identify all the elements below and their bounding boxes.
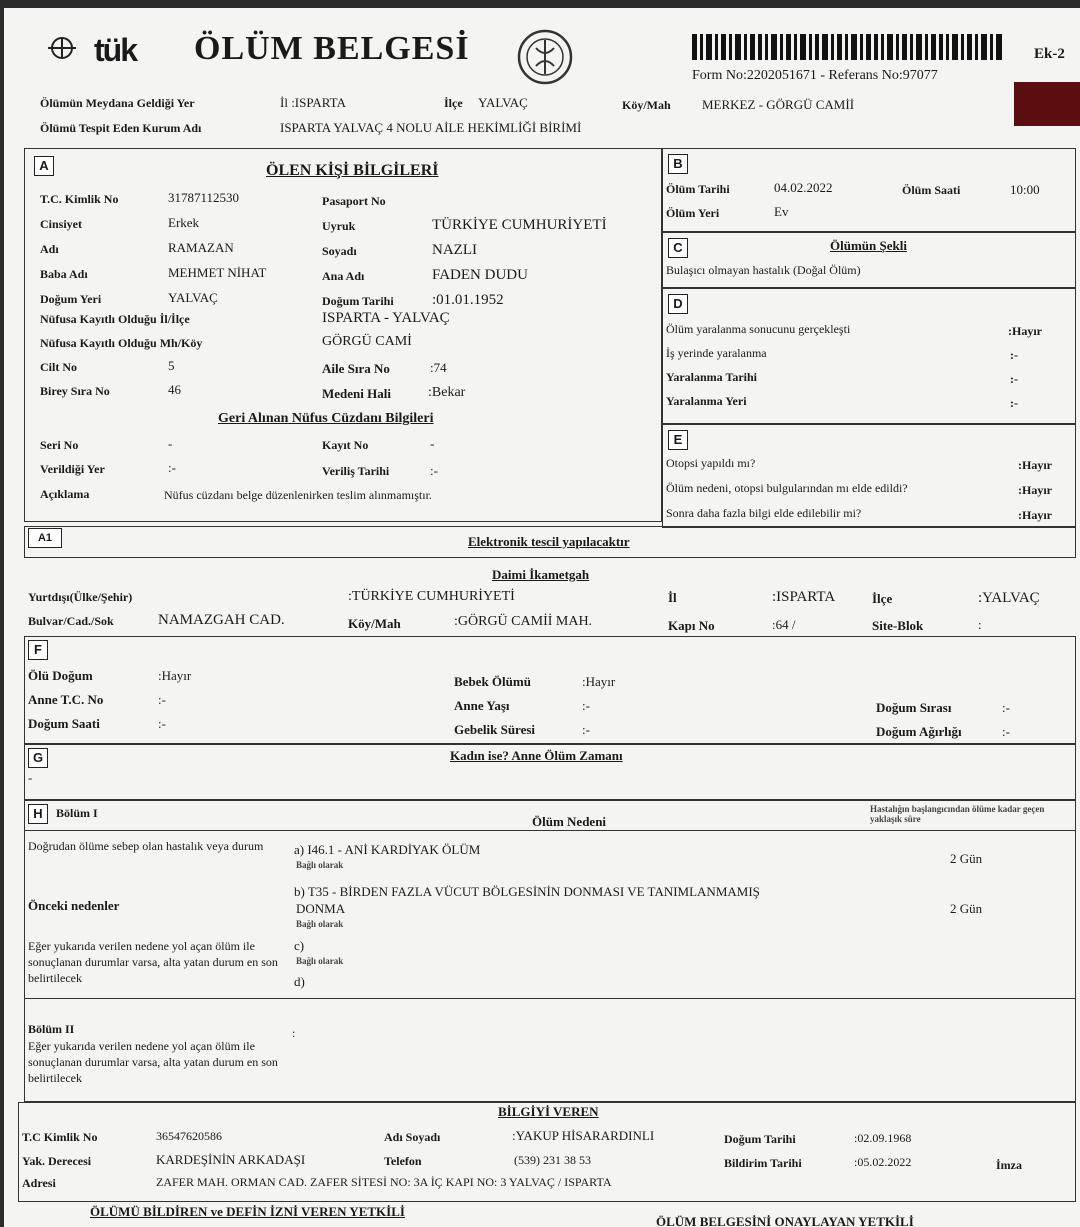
- a-right-label-2: Soyadı: [322, 244, 357, 258]
- e-row-label-1: Ölüm nedeni, otopsi bulgularından mı elde edildi?: [666, 481, 908, 495]
- olum-nedeni-heading: Ölüm Nedeni: [532, 814, 607, 829]
- section-a1-heading: Elektronik tescil yapılacaktır: [468, 534, 630, 549]
- informant-tel-value: (539) 231 38 53: [514, 1153, 591, 1167]
- institution-value: ISPARTA YALVAÇ 4 NOLU AİLE HEKİMLİĞİ BİRİMİ: [280, 120, 582, 135]
- a-left-label-0: T.C. Kimlik No: [40, 192, 119, 206]
- anne-yas-label: Anne Yaşı: [454, 698, 510, 713]
- section-a-tag: A: [34, 156, 54, 176]
- dogum-agirlik-value: :-: [1002, 724, 1010, 739]
- redaction-block: [1014, 82, 1080, 126]
- informant-heading: BİLGİYİ VEREN: [498, 1104, 599, 1119]
- h-divider-1: [24, 830, 1076, 831]
- section-c-heading: Ölümün Şekli: [830, 238, 907, 253]
- informant-addr-label: Adresi: [22, 1176, 56, 1190]
- a1-il-value: :ISPARTA: [772, 589, 836, 605]
- anne-tc-value: :-: [158, 692, 166, 707]
- olu-dogum-value: :Hayır: [158, 668, 192, 683]
- cilt-label: Cilt No: [40, 360, 77, 374]
- aile-label: Aile Sıra No: [322, 361, 390, 376]
- informant-tel-label: Telefon: [384, 1154, 422, 1168]
- death-time-label: Ölüm Saati: [902, 183, 961, 197]
- informant-name-label: Adı Soyadı: [384, 1130, 441, 1144]
- cause-a-sub: Bağlı olarak: [296, 860, 344, 870]
- section-d-tag: D: [668, 294, 688, 314]
- a-right-value-1: TÜRKİYE CUMHURİYETİ: [432, 217, 607, 233]
- tuik-logo: tük: [94, 32, 136, 68]
- a-left-value-3: MEHMET NİHAT: [168, 265, 267, 280]
- anne-tc-label: Anne T.C. No: [28, 692, 104, 707]
- verildigi-label: Verildiği Yer: [40, 462, 105, 476]
- a-left-value-4: YALVAÇ: [168, 290, 218, 305]
- a-left-label-3: Baba Adı: [40, 267, 88, 281]
- cause-b-duration: 2 Gün: [950, 901, 983, 916]
- e-row-value-0: :Hayır: [1018, 458, 1052, 472]
- seri-label: Seri No: [40, 438, 79, 452]
- informant-name-value: :YAKUP HİSARARDINLI: [512, 1128, 655, 1143]
- informant-rel-label: Yak. Derecesi: [22, 1154, 92, 1168]
- bebek-olumu-label: Bebek Ölümü: [454, 674, 531, 689]
- informant-tc-label: T.C Kimlik No: [22, 1130, 98, 1144]
- informant-rel-value: KARDEŞİNİN ARKADAŞI: [156, 1152, 306, 1167]
- footer-left-heading: ÖLÜMÜ BİLDİREN ve DEFİN İZNİ VEREN YETKİLİ: [90, 1204, 405, 1219]
- ek-label: Ek-2: [1034, 46, 1065, 62]
- a-right-label-0: Pasaport No: [322, 194, 386, 208]
- cilt-value: 5: [168, 358, 175, 373]
- nufus-mah-value: GÖRGÜ CAMİ: [322, 334, 412, 349]
- a-left-label-2: Adı: [40, 242, 59, 256]
- death-place-koy-label: Köy/Mah: [622, 98, 671, 112]
- death-place-type-label: Ölüm Yeri: [666, 206, 720, 220]
- death-place-ilce-label: İlçe: [444, 96, 463, 110]
- section-c-tag: C: [668, 238, 688, 258]
- a1-koy-label: Köy/Mah: [348, 616, 401, 631]
- a1-koy-value: :GÖRGÜ CAMİİ MAH.: [454, 614, 593, 629]
- death-place-type-value: Ev: [774, 204, 789, 219]
- aciklama-value: Nüfus cüzdanı belge düzenlenirken teslim alınmamıştır.: [164, 488, 432, 502]
- gebelik-label: Gebelik Süresi: [454, 722, 536, 737]
- birey-value: 46: [168, 382, 181, 397]
- a-right-label-3: Ana Adı: [322, 269, 365, 283]
- kayit-value: -: [430, 436, 435, 451]
- a1-ilce-value: :YALVAÇ: [978, 590, 1040, 606]
- section-f-tag: F: [28, 640, 48, 660]
- site-blok-value: :: [978, 617, 982, 632]
- d-row-label-2: Yaralanma Tarihi: [666, 370, 758, 384]
- document-title: ÖLÜM BELGESİ: [194, 30, 470, 67]
- h-divider-2: [24, 998, 1076, 999]
- daimi-ikametgah-heading: Daimi İkametgah: [492, 567, 590, 582]
- cause-a-duration: 2 Gün: [950, 851, 983, 866]
- bebek-olumu-value: :Hayır: [582, 674, 616, 689]
- bolum-2-value: :: [292, 1026, 296, 1040]
- duration-header: Hastalığın başlangıcından ölüme kadar geçen yaklaşık süre: [870, 804, 1045, 824]
- d-row-value-2: :-: [1010, 372, 1018, 386]
- informant-tc-value: 36547620586: [156, 1129, 222, 1143]
- death-place-label: Ölümün Meydana Geldiği Yer: [40, 96, 195, 110]
- olu-dogum-label: Ölü Doğum: [28, 668, 93, 683]
- form-reference: Form No:2202051671 - Referans No:97077: [692, 68, 938, 83]
- bulvar-label: Bulvar/Cad./Sok: [28, 614, 114, 628]
- a-left-value-1: Erkek: [168, 215, 200, 230]
- aile-value: :74: [430, 360, 447, 375]
- cause-c-sub: Bağlı olarak: [296, 956, 344, 966]
- informant-addr-value: ZAFER MAH. ORMAN CAD. ZAFER SİTESİ NO: 3A İÇ KAPI NO: 3 YALVAÇ / ISPARTA: [156, 1175, 612, 1189]
- section-c-value: Bulaşıcı olmayan hastalık (Doğal Ölüm): [666, 263, 861, 277]
- a-right-value-2: NAZLI: [432, 242, 477, 258]
- bolum-2-label: Bölüm II: [28, 1022, 75, 1036]
- conditional-label: Eğer yukarıda verilen nedene yol açan ölüm ile sonuçlanan durumlar varsa, alta yatan durum en son belirtilecek: [28, 939, 278, 985]
- a1-il-label: İl: [668, 590, 677, 605]
- yurtdisi-label: Yurtdışı(Ülke/Şehir): [28, 590, 133, 604]
- a-left-label-1: Cinsiyet: [40, 217, 82, 231]
- kayit-label: Kayıt No: [322, 438, 369, 452]
- death-place-koy-value: MERKEZ - GÖRGÜ CAMİİ: [702, 97, 855, 112]
- verilis-label: Veriliş Tarihi: [322, 464, 390, 478]
- anne-yas-value: :-: [582, 698, 590, 713]
- aciklama-label: Açıklama: [40, 487, 90, 501]
- nufus-mah-label: Nüfusa Kayıtlı Olduğu Mh/Köy: [40, 336, 203, 350]
- cause-d: d): [294, 974, 305, 989]
- death-certificate-document: [4, 8, 1080, 1227]
- site-blok-label: Site-Blok: [872, 618, 924, 633]
- kapi-value: :64 /: [772, 617, 796, 632]
- seri-value: -: [168, 436, 173, 451]
- d-row-value-1: :-: [1010, 348, 1018, 362]
- cause-b-sub: Bağlı olarak: [296, 919, 344, 929]
- a-left-value-2: RAMAZAN: [168, 240, 234, 255]
- section-b-tag: B: [668, 154, 688, 174]
- institution-label: Ölümü Tespit Eden Kurum Adı: [40, 121, 202, 135]
- informant-notif-value: :05.02.2022: [854, 1155, 912, 1169]
- informant-dob-value: :02.09.1968: [854, 1131, 912, 1145]
- seal-emblem: [516, 28, 574, 91]
- a-left-label-4: Doğum Yeri: [40, 292, 102, 306]
- kapi-label: Kapı No: [668, 618, 715, 633]
- imza-label: İmza: [996, 1158, 1022, 1172]
- nufus-cuzdan-subheading: Geri Alınan Nüfus Cüzdanı Bilgileri: [218, 411, 434, 426]
- informant-dob-label: Doğum Tarihi: [724, 1132, 796, 1146]
- section-h-tag: H: [28, 804, 48, 824]
- cause-a: a) I46.1 - ANİ KARDİYAK ÖLÜM: [294, 842, 481, 857]
- death-date-value: 04.02.2022: [774, 180, 833, 195]
- e-row-value-1: :Hayır: [1018, 483, 1052, 497]
- barcode-icon: [692, 34, 1004, 60]
- verilis-value: :-: [430, 463, 438, 478]
- yurtdisi-value: :TÜRKİYE CUMHURİYETİ: [348, 589, 515, 604]
- death-time-value: 10:00: [1010, 182, 1040, 197]
- a-left-value-0: 31787112530: [168, 190, 240, 205]
- a-right-label-1: Uyruk: [322, 219, 356, 233]
- footer-right-heading: ÖLÜM BELGESİNİ ONAYLAYAN YETKİLİ: [656, 1214, 914, 1227]
- nufus-il-label: Nüfusa Kayıtlı Olduğu İl/İlçe: [40, 312, 190, 326]
- death-place-ilce-value: YALVAÇ: [478, 95, 528, 110]
- dogum-saati-value: :-: [158, 716, 166, 731]
- a-right-value-3: FADEN DUDU: [432, 267, 528, 283]
- cause-b: b) T35 - BİRDEN FAZLA VÜCUT BÖLGESİNİN DONMASI VE TANIMLANMAMIŞ: [294, 884, 760, 899]
- dogum-agirlik-label: Doğum Ağırlığı: [876, 724, 962, 739]
- section-a-heading: ÖLEN KİŞİ BİLGİLERİ: [266, 162, 439, 179]
- a1-ilce-label: İlçe: [872, 591, 893, 606]
- bolum-1-label: Bölüm I: [56, 806, 98, 820]
- dogum-sirasi-value: :-: [1002, 700, 1010, 715]
- death-place-il: İl :ISPARTA: [280, 95, 346, 110]
- d-row-value-0: :Hayır: [1008, 324, 1042, 338]
- cause-c: c): [294, 938, 305, 953]
- d-row-label-3: Yaralanma Yeri: [666, 394, 747, 408]
- d-row-label-1: İş yerinde yaralanma: [666, 346, 767, 360]
- dogum-sirasi-label: Doğum Sırası: [876, 700, 952, 715]
- medeni-value: :Bekar: [428, 385, 466, 400]
- a-right-value-4: :01.01.1952: [432, 292, 504, 308]
- health-ministry-emblem: [44, 34, 80, 67]
- section-g-tag: G: [28, 748, 48, 768]
- section-a1-tag: A1: [28, 528, 62, 548]
- d-row-label-0: Ölüm yaralanma sonucunu gerçekleşti: [666, 322, 851, 336]
- death-date-label: Ölüm Tarihi: [666, 182, 730, 196]
- section-g-heading: Kadın ise? Anne Ölüm Zamanı: [450, 748, 623, 763]
- medeni-label: Medeni Hali: [322, 386, 391, 401]
- cause-b-continued: DONMA: [296, 901, 346, 916]
- e-row-label-0: Otopsi yapıldı mı?: [666, 456, 756, 470]
- informant-notif-label: Bildirim Tarihi: [724, 1156, 802, 1170]
- previous-causes-label: Önceki nedenler: [28, 898, 120, 913]
- a-right-label-4: Doğum Tarihi: [322, 294, 394, 308]
- e-row-label-2: Sonra daha fazla bilgi elde edilebilir mi?: [666, 506, 862, 520]
- gebelik-value: :-: [582, 722, 590, 737]
- dogum-saati-label: Doğum Saati: [28, 716, 100, 731]
- bulvar-value: NAMAZGAH CAD.: [158, 612, 285, 628]
- verildigi-value: :-: [168, 460, 176, 475]
- bolum-2-text: Eğer yukarıda verilen nedene yol açan ölüm ile sonuçlanan durumlar varsa, alta yatan durum en son belirtilecek: [28, 1039, 278, 1085]
- e-row-value-2: :Hayır: [1018, 508, 1052, 522]
- section-e-tag: E: [668, 430, 688, 450]
- d-row-value-3: :-: [1010, 396, 1018, 410]
- direct-cause-label: Doğrudan ölüme sebep olan hastalık veya durum: [28, 839, 264, 853]
- nufus-il-value: ISPARTA - YALVAÇ: [322, 310, 450, 326]
- birey-label: Birey Sıra No: [40, 384, 110, 398]
- section-g-value: -: [28, 770, 33, 785]
